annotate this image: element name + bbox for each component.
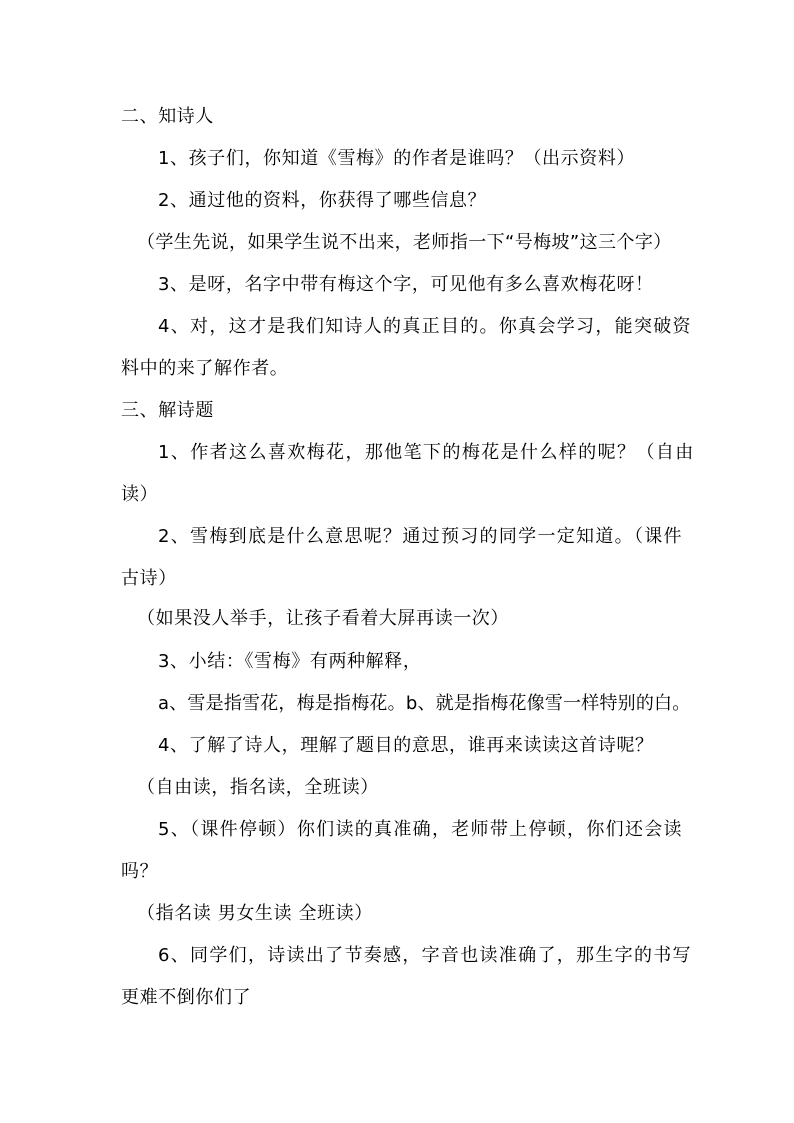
paragraph-line: （自由读，指名读，全班读） <box>137 777 379 798</box>
paragraph-line: 2、雪梅到底是什么意思呢？通过预习的同学一定知道。（课件 <box>158 526 683 547</box>
paragraph-line: 读） <box>121 484 159 505</box>
paragraph-line: 1、孩子们，你知道《雪梅》的作者是谁吗？（出示资料） <box>158 148 636 169</box>
paragraph-line: 4、了解了诗人，理解了题目的意思，谁再来读读这首诗呢？ <box>158 735 654 756</box>
paragraph-line: （指名读 男女生读 全班读） <box>137 903 373 924</box>
paragraph-line: 更难不倒你们了 <box>121 987 252 1008</box>
section-heading-title: 三、解诗题 <box>121 400 214 421</box>
paragraph-line: 古诗） <box>121 568 177 589</box>
section-heading-poet: 二、知诗人 <box>121 106 214 127</box>
paragraph-line: 4、对，这才是我们知诗人的真正目的。你真会学习，能突破资 <box>158 316 692 337</box>
paragraph-line: 3、小结：《雪梅》有两种解释， <box>158 651 422 672</box>
paragraph-line: 6、同学们，诗读出了节奏感，字音也读准确了，那生字的书写 <box>158 945 692 966</box>
paragraph-line: 吗？ <box>121 861 159 882</box>
paragraph-line: （如果没人举手，让孩子看着大屏再读一次） <box>137 608 509 629</box>
paragraph-line: 1、作者这么喜欢梅花，那他笔下的梅花是什么样的呢？（自由 <box>158 442 695 463</box>
paragraph-line: 料中的来了解作者。 <box>121 358 289 379</box>
paragraph-line: 3、是呀，名字中带有梅这个字，可见他有多么喜欢梅花呀！ <box>158 274 654 295</box>
paragraph-line: 2、通过他的资料，你获得了哪些信息？ <box>158 190 487 211</box>
paragraph-line: （学生先说，如果学生说不出来，老师指一下“号梅坡”这三个字） <box>137 232 672 253</box>
paragraph-line: 5、（课件停顿）你们读的真准确，老师带上停顿，你们还会读 <box>158 819 683 840</box>
paragraph-line: a、雪是指雪花，梅是指梅花。b、就是指梅花像雪一样特别的白。 <box>158 693 691 714</box>
